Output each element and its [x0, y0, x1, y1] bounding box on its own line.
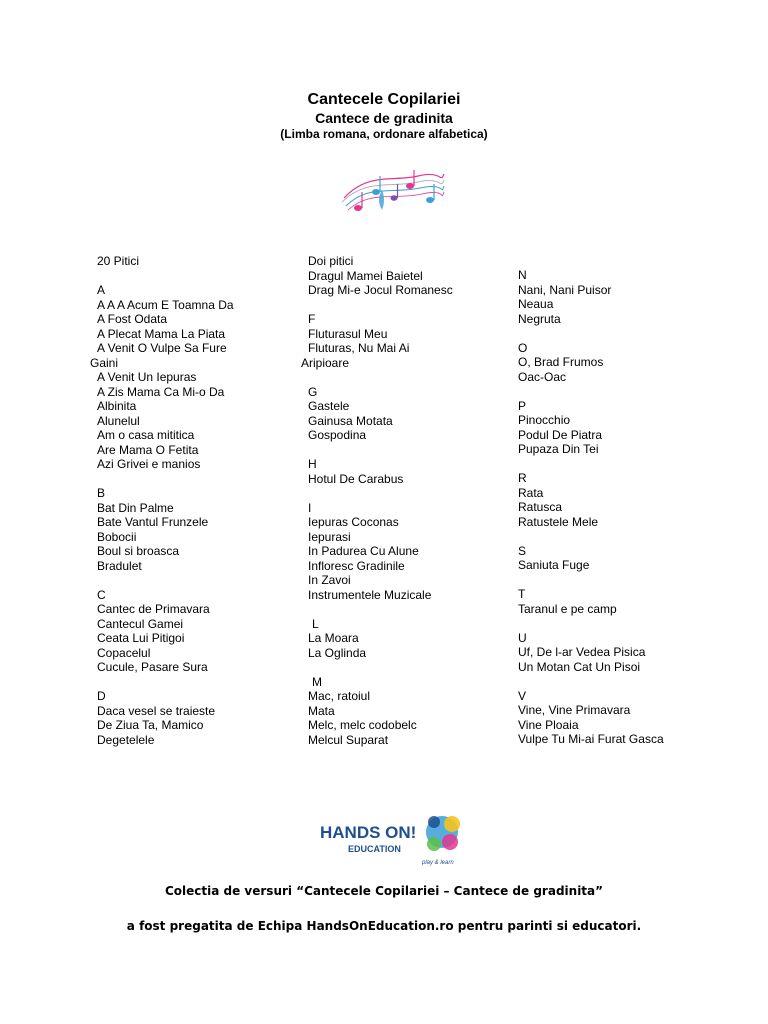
song-title: Melcul Suparat	[308, 732, 389, 747]
song-column-1	[90, 254, 234, 747]
song-title: A Venit Un Iepuras	[97, 370, 197, 384]
section-spacer	[97, 573, 234, 588]
section-letter-heading: S	[518, 543, 527, 558]
footer-line-1: Colectia de versuri “Cantecele Copilariei – Cantece de gradinita”	[164, 884, 604, 898]
song-column-2	[301, 254, 453, 747]
song-title: Mac, ratoiul	[308, 689, 371, 703]
logo-subtext: EDUCATION	[348, 844, 401, 854]
song-title: Azi Grivei e manios	[97, 457, 201, 471]
song-title: Drag Mi-e Jocul Romanesc	[308, 283, 453, 297]
section-letter-heading: C	[97, 587, 106, 602]
document-header	[0, 90, 768, 142]
section-letter-heading: G	[308, 384, 318, 399]
section-spacer	[97, 269, 234, 284]
song-column-3	[518, 268, 664, 747]
song-title: Vine, Vine Primavara	[518, 703, 631, 717]
song-title: Neaua	[518, 297, 554, 311]
song-title: Taranul e pe camp	[518, 601, 617, 616]
song-title: Uf, De l-ar Vedea Pisica	[518, 645, 646, 659]
song-title: Are Mama O Fetita	[97, 442, 199, 457]
song-title: Vine Ploaia	[518, 717, 579, 732]
song-title: Instrumentele Muzicale	[308, 587, 432, 602]
song-title: Nani, Nani Puisor	[518, 282, 612, 297]
song-title: Vulpe Tu Mi-ai Furat Gasca	[518, 732, 664, 746]
song-title: Aripioare	[301, 355, 350, 370]
section-spacer	[518, 674, 664, 689]
song-title: Bradulet	[97, 558, 142, 573]
song-title: La Moara	[308, 631, 359, 645]
song-title: Gainusa Motata	[308, 413, 393, 428]
song-title: Am o casa mititica	[97, 428, 195, 442]
song-title: Ceata Lui Pitigoi	[97, 631, 185, 645]
section-letter-heading: R	[518, 471, 527, 485]
song-title: Cantec de Primavara	[97, 602, 210, 616]
section-letter-heading: V	[518, 688, 527, 703]
section-letter-heading: L	[312, 616, 319, 631]
section-letter-heading: B	[97, 486, 106, 500]
song-title: O, Brad Frumos	[518, 355, 604, 369]
section-letter-heading: A	[97, 283, 106, 297]
section-spacer	[518, 384, 664, 399]
song-title: 20 Pitici	[97, 254, 140, 268]
song-title: A Zis Mama Ca Mi-o Da	[97, 384, 225, 399]
song-title: A Venit O Vulpe Sa Fure	[97, 341, 227, 355]
section-spacer	[308, 486, 453, 501]
song-title: Negruta	[518, 311, 561, 326]
section-spacer	[518, 457, 664, 472]
song-title: Podul De Piatra	[518, 427, 603, 442]
song-title: Gastele	[308, 399, 350, 413]
section-letter-heading: F	[308, 312, 316, 326]
song-title: Gospodina	[308, 428, 367, 442]
song-title: Rata	[518, 485, 544, 500]
section-letter-heading: H	[308, 457, 317, 471]
song-title: Bate Vantul Frunzele	[97, 515, 209, 529]
song-title: Pupaza Din Tei	[518, 442, 599, 456]
document-title: Cantecele Copilariei	[307, 91, 461, 108]
section-spacer	[97, 472, 234, 487]
footer-line-2: a fost pregatita de Echipa HandsOnEducation.ro pentru parinti si educatori.	[126, 919, 642, 933]
song-title: Doi pitici	[308, 254, 354, 268]
song-title: Degetelele	[97, 732, 155, 747]
section-spacer	[518, 616, 664, 631]
song-title: Hotul De Carabus	[308, 471, 404, 486]
song-title: Bobocii	[97, 529, 137, 544]
song-title: Iepurasi	[308, 529, 351, 544]
section-spacer	[518, 529, 664, 544]
song-title: Iepuras Coconas	[308, 515, 399, 529]
song-title: Cucule, Pasare Sura	[97, 660, 208, 674]
song-title: Bat Din Palme	[97, 500, 174, 515]
song-title: Alunelul	[97, 413, 140, 428]
section-spacer	[97, 675, 234, 690]
document-subtitle: Cantece de gradinita	[315, 110, 453, 126]
song-title: In Zavoi	[308, 573, 351, 587]
song-title: Cantecul Gamei	[97, 616, 184, 631]
section-letter-heading: P	[518, 398, 527, 413]
song-title: Pinocchio	[518, 413, 571, 427]
section-spacer	[308, 370, 453, 385]
song-title: Daca vesel se traieste	[97, 703, 216, 718]
logo-tagline: play & learn	[422, 860, 454, 866]
section-letter-heading: M	[312, 674, 322, 689]
song-title: A Fost Odata	[97, 312, 168, 326]
section-spacer	[308, 660, 453, 675]
song-title: Albinita	[97, 399, 137, 413]
section-letter-heading: U	[518, 630, 527, 645]
song-title: Fluturasul Meu	[308, 326, 388, 341]
hand-print-icon	[426, 816, 460, 851]
song-title: Ratusca	[518, 500, 563, 514]
song-title: A A A Acum E Toamna Da	[97, 297, 234, 312]
section-letter-heading: I	[308, 500, 312, 515]
section-letter-heading: T	[518, 587, 526, 601]
section-spacer	[308, 443, 453, 458]
song-title: Dragul Mamei Baietel	[308, 268, 423, 283]
song-title: Oac-Oac	[518, 369, 567, 384]
song-title: Saniuta Fuge	[518, 558, 590, 572]
section-letter-heading: D	[97, 689, 106, 703]
song-title: Copacelul	[97, 645, 151, 660]
song-title: Fluturas, Nu Mai Ai	[308, 341, 410, 355]
song-title: Infloresc Gradinile	[308, 558, 405, 573]
music-notes-illustration	[338, 162, 448, 222]
section-letter-heading: O	[518, 340, 528, 355]
song-title: Ratustele Mele	[518, 514, 599, 529]
section-spacer	[308, 298, 453, 313]
section-spacer	[518, 326, 664, 341]
hands-on-education-logo	[318, 810, 468, 870]
song-title: Gaini	[90, 355, 119, 370]
song-title: A Plecat Mama La Piata	[97, 326, 226, 341]
song-title: Un Motan Cat Un Pisoi	[518, 659, 641, 674]
section-spacer	[518, 573, 664, 588]
section-spacer	[308, 602, 453, 617]
song-title: Melc, melc codobelc	[308, 718, 417, 732]
song-title: De Ziua Ta, Mamico	[97, 718, 204, 732]
song-title: In Padurea Cu Alune	[308, 544, 419, 558]
document-note: (Limba romana, ordonare alfabetica)	[280, 127, 488, 141]
song-title: Boul si broasca	[97, 544, 180, 558]
section-letter-heading: N	[518, 268, 527, 282]
song-title: La Oglinda	[308, 645, 367, 660]
logo-text: HANDS ON!	[320, 823, 417, 842]
song-title: Mata	[308, 703, 335, 718]
